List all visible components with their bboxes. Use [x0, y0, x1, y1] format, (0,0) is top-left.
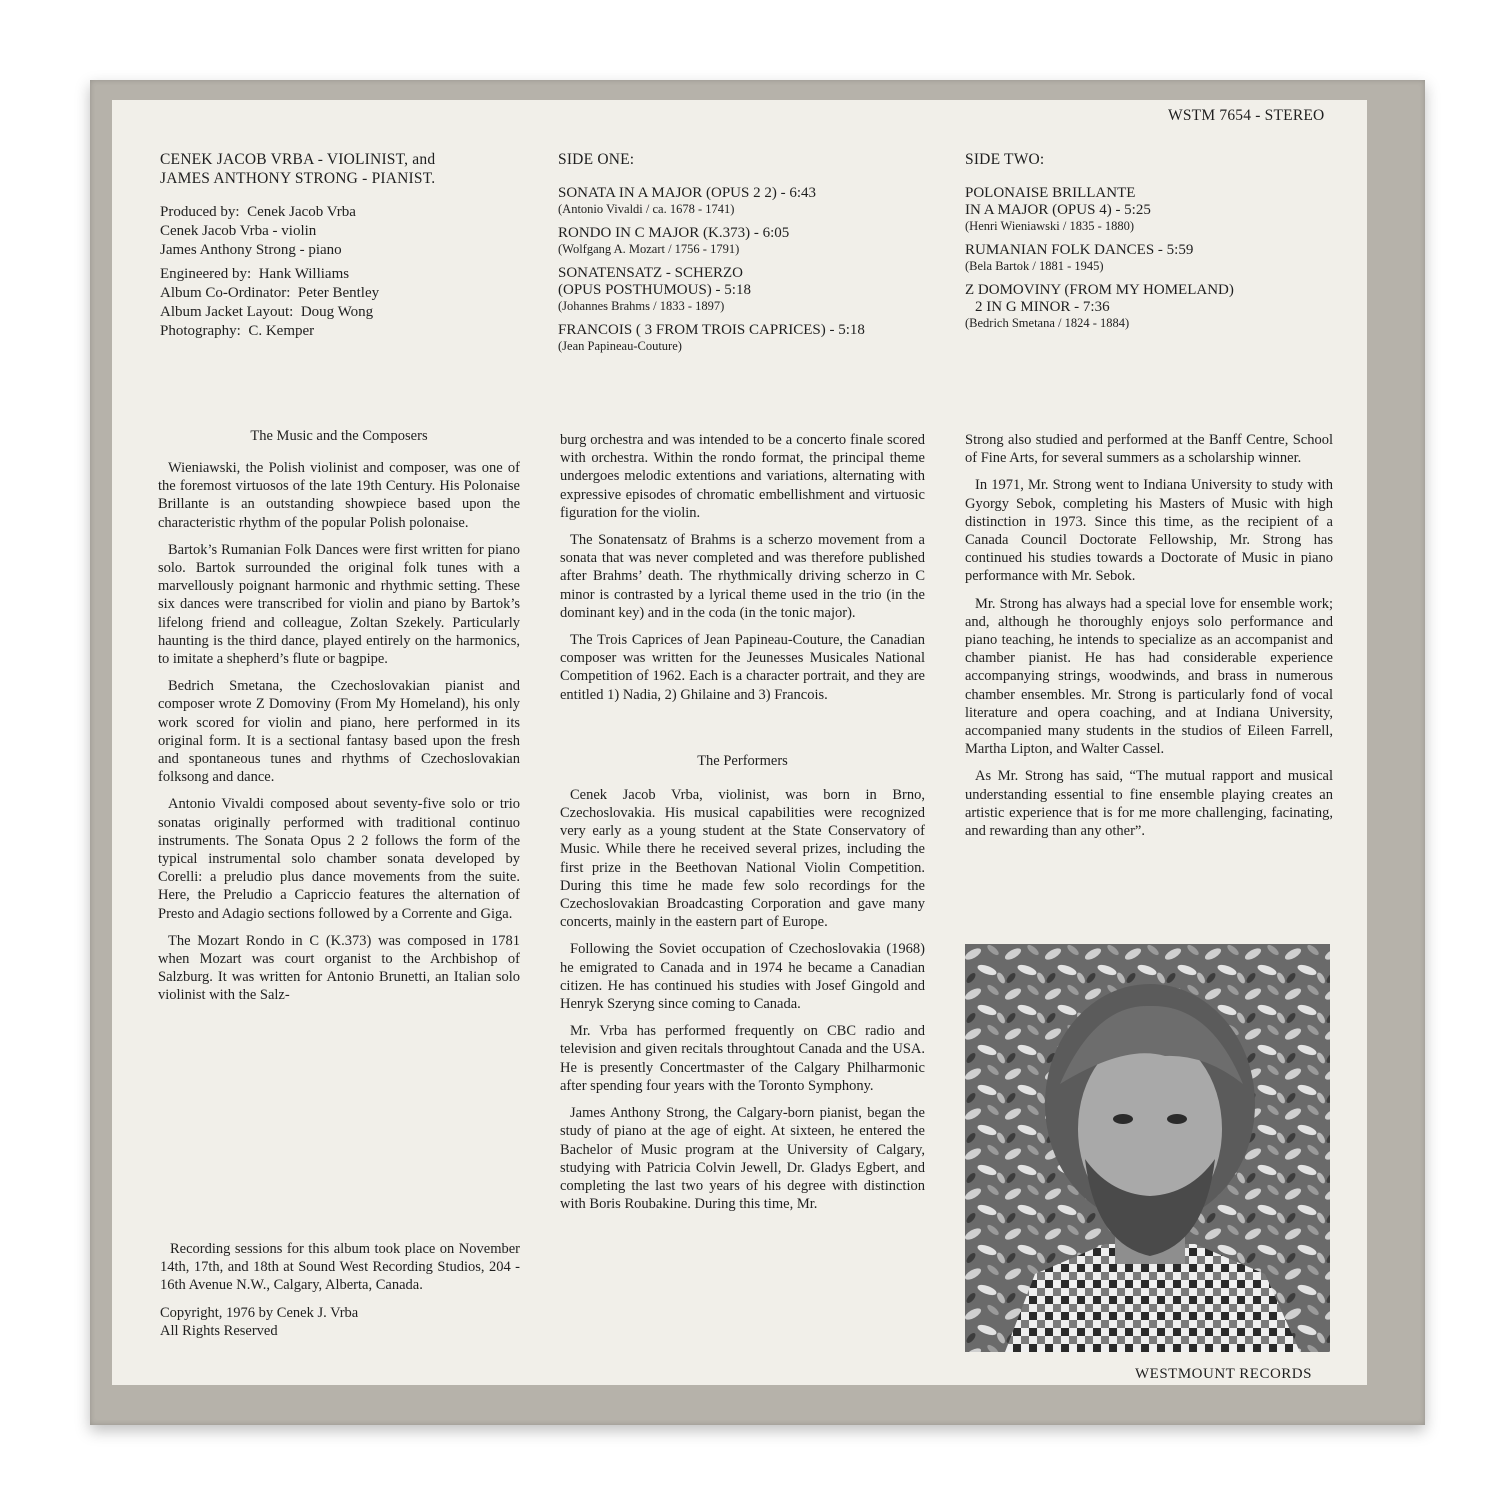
copyright-line: Copyright, 1976 by Cenek J. Vrba: [160, 1304, 359, 1321]
rights-line: All Rights Reserved: [160, 1322, 278, 1339]
piano-credit: James Anthony Strong - piano: [160, 242, 342, 258]
music-section-title: The Music and the Composers: [250, 428, 428, 444]
side-two-heading: SIDE TWO:: [965, 151, 1045, 168]
credits-block: [160, 150, 520, 341]
paragraph: In 1971, Mr. Strong went to Indiana University to study with Gyorgy Sebok, completing his Masters of Music with high distinction in 1973. Since this time, as the recipient of a Canada Council Doctorate Fellowship, Mr. Strong has continued his studies towards a Doctorate of Music in piano performance with Mr. Sebok.: [965, 477, 1333, 585]
engineered-by: Engineered by: Hank Williams: [160, 266, 350, 282]
paragraph: Strong also studied and performed at the Banff Centre, School of Fine Arts, for several summers as a scholarship winner.: [965, 432, 1333, 467]
paragraph: Bartok’s Rumanian Folk Dances were first written for piano solo. Bartok surrounded the original folk tunes with a marvellously poignant harmonic and rhythmic setting. These six dances were transcribed for violin and piano by Bartok’s lifelong friend and colleague, Zoltan Szekely. Particularly haunting is the third dance, played entirely on the harmonics, to imitate a shepherd’s flute or bagpipe.: [158, 541, 520, 668]
paragraph: Cenek Jacob Vrba, violinist, was born in Brno, Czechoslovakia. His musical capabilities were recognized very early as a young student at the State Conservatory of Music. While there he received several prizes, including the first prize in the Beethovan National Violin Competition. During this time he made few solo recordings for the Czechoslovakian Broadcasting Corporation and gave many concerts, mainly in the eastern part of Europe.: [560, 786, 925, 931]
jacket-layout: Album Jacket Layout: Doug Wong: [160, 304, 374, 320]
track-list-item: FRANCOIS ( 3 FROM TROIS CAPRICES) - 5:18 (Jean Papineau-Couture): [558, 322, 865, 353]
paragraph: The Trois Caprices of Jean Papineau-Couture, the Canadian composer was written for the Jeunesses Musicales National Competition of 1962. Each is a character portrait, and they are entitled 1) Nadia, 2) Ghilaine and 3) Francois.: [560, 632, 925, 703]
track-list-item: Z DOMOVINY (FROM MY HOMELAND) 2 IN G MINOR - 7:36 (Bedrich Smetana / 1824 - 1884): [965, 282, 1234, 330]
side-one-tracklist: [558, 150, 948, 354]
photography: Photography: C. Kemper: [160, 323, 315, 339]
recording-note: Recording sessions for this album took place on November 14th, 17th, and 18th at Sound West Recording Studios, 204 - 16th Avenue N.W., Calgary, Alberta, Canada.: [160, 1241, 520, 1294]
recording-notes: [160, 1240, 520, 1340]
produced-by: Produced by: Cenek Jacob Vrba: [160, 204, 356, 220]
artist-line-1: CENEK JACOB VRBA - VIOLINIST, and: [160, 151, 436, 168]
paragraph: Antonio Vivaldi composed about seventy-five solo or trio sonatas originally performed with traditional continuo instruments. The Sonata Opus 2 2 follows the form of the typical instrumental solo chamber sonata developed by Corelli: a preludio plus dance movements from the suite. Here, the Preludio a Capriccio features the alternation of Presto and Adagio sections followed by a Corrente and Giga.: [158, 796, 520, 922]
paragraph: burg orchestra and was intended to be a concerto finale scored with orchestra. Within the rondo format, the principal theme undergoes melodic extentions and variations, alternating with expressive episodes of chromatic embellishment and virtuosic figuration for the violin.: [560, 432, 925, 521]
side-one-heading: SIDE ONE:: [558, 151, 635, 168]
track-list-item: RONDO IN C MAJOR (K.373) - 6:05 (Wolfgang A. Mozart / 1756 - 1791): [558, 225, 790, 256]
album-coordinator: Album Co-Ordinator: Peter Bentley: [160, 285, 380, 301]
paragraph: As Mr. Strong has said, “The mutual rapport and musical understanding essential to fine ensemble playing creates an artistic experience that is for me more challenging, facinating, and rewarding than any other”.: [965, 768, 1333, 840]
paragraph: Mr. Vrba has performed frequently on CBC radio and television and given recitals throughtout Canada and the USA. He is presently Concertmaster of the Calgary Philharmonic after spending four years with the Toronto Symphony.: [560, 1023, 925, 1094]
track-list-item: RUMANIAN FOLK DANCES - 5:59 (Bela Bartok / 1881 - 1945): [965, 242, 1194, 273]
paragraph: Wieniawski, the Polish violinist and composer, was one of the foremost virtuosos of the late 19th Century. His Polonaise Brillante is an outstanding showpiece based upon the characteristic rhythm of the popular Polish polonaise.: [158, 460, 520, 531]
artist-line-2: JAMES ANTHONY STRONG - PIANIST.: [160, 170, 436, 187]
paragraph: Mr. Strong has always had a special love for ensemble work; and, although he thoroughly enjoys solo performance and piano teaching, he intends to specialize as an accompanist and chamber pianist. He has had considerable experience accompanying strings, woodwinds, and brass in numerous chamber ensembles. Mr. Strong is particularly fond of vocal literature and opera coaching, and at Indiana University, accompanied many students in the studios of Eileen Farrell, Martha Lipton, and Walter Cassel.: [965, 595, 1333, 758]
paragraph: The Mozart Rondo in C (K.373) was composed in 1781 when Mozart was court organist to the Archbishop of Salzburg. It was written for Antonio Brunetti, an Italian solo violinist with the Salz-: [158, 932, 520, 1004]
catalog-number: WSTM 7654 - STEREO: [1168, 107, 1325, 124]
paragraph: Bedrich Smetana, the Czechoslovakian pianist and composer wrote Z Domoviny (From My Homeland), his only work scored for violin and piano, here performed in its original form. It is a sectional fantasy based upon the fresh and spontaneous tunes and rhythms of Czechoslovakian folksong and dance.: [158, 678, 520, 786]
right-column: [965, 431, 1333, 849]
track-list-item: POLONAISE BRILLANTE IN A MAJOR (OPUS 4) - 5:25 (Henri Wieniawski / 1835 - 1880): [965, 185, 1151, 233]
record-label: WESTMOUNT RECORDS: [1135, 1366, 1312, 1382]
track-list-item: SONATA IN A MAJOR (OPUS 2 2) - 6:43 (Antonio Vivaldi / ca. 1678 - 1741): [558, 185, 816, 216]
performers-section-title: The Performers: [697, 752, 788, 769]
paragraph: Following the Soviet occupation of Czechoslovakia (1968) he emigrated to Canada and in 1974 he became a Canadian citizen. He has continued his studies with Josef Gingold and Henryk Szeryng since coming to Canada.: [560, 941, 925, 1013]
music-column: [158, 428, 520, 1014]
paragraph: The Sonatensatz of Brahms is a scherzo movement from a sonata that was never completed and was therefore published after Brahms’ death. The rhythmically driving scherzo in C minor is contrasted by a lyrical theme used in the trio (in the dominant key) and in the coda (in the tonic major).: [560, 532, 925, 621]
middle-column: [560, 431, 925, 1222]
side-two-tracklist: [965, 150, 1335, 331]
paragraph: James Anthony Strong, the Calgary-born pianist, began the study of piano at the age of eight. At sixteen, he entered the Bachelor of Music program at the University of Calgary, studying with Patricia Colvin Jewell, Dr. Gladys Egbert, and completing the last two years of his degree with distinction with Boris Roubakine. During this time, Mr.: [560, 1105, 925, 1213]
pianist-portrait-photo: [965, 944, 1330, 1352]
violin-credit: Cenek Jacob Vrba - violin: [160, 223, 317, 239]
track-list-item: SONATENSATZ - SCHERZO (OPUS POSTHUMOUS) - 5:18 (Johannes Brahms / 1833 - 1897): [558, 265, 751, 313]
